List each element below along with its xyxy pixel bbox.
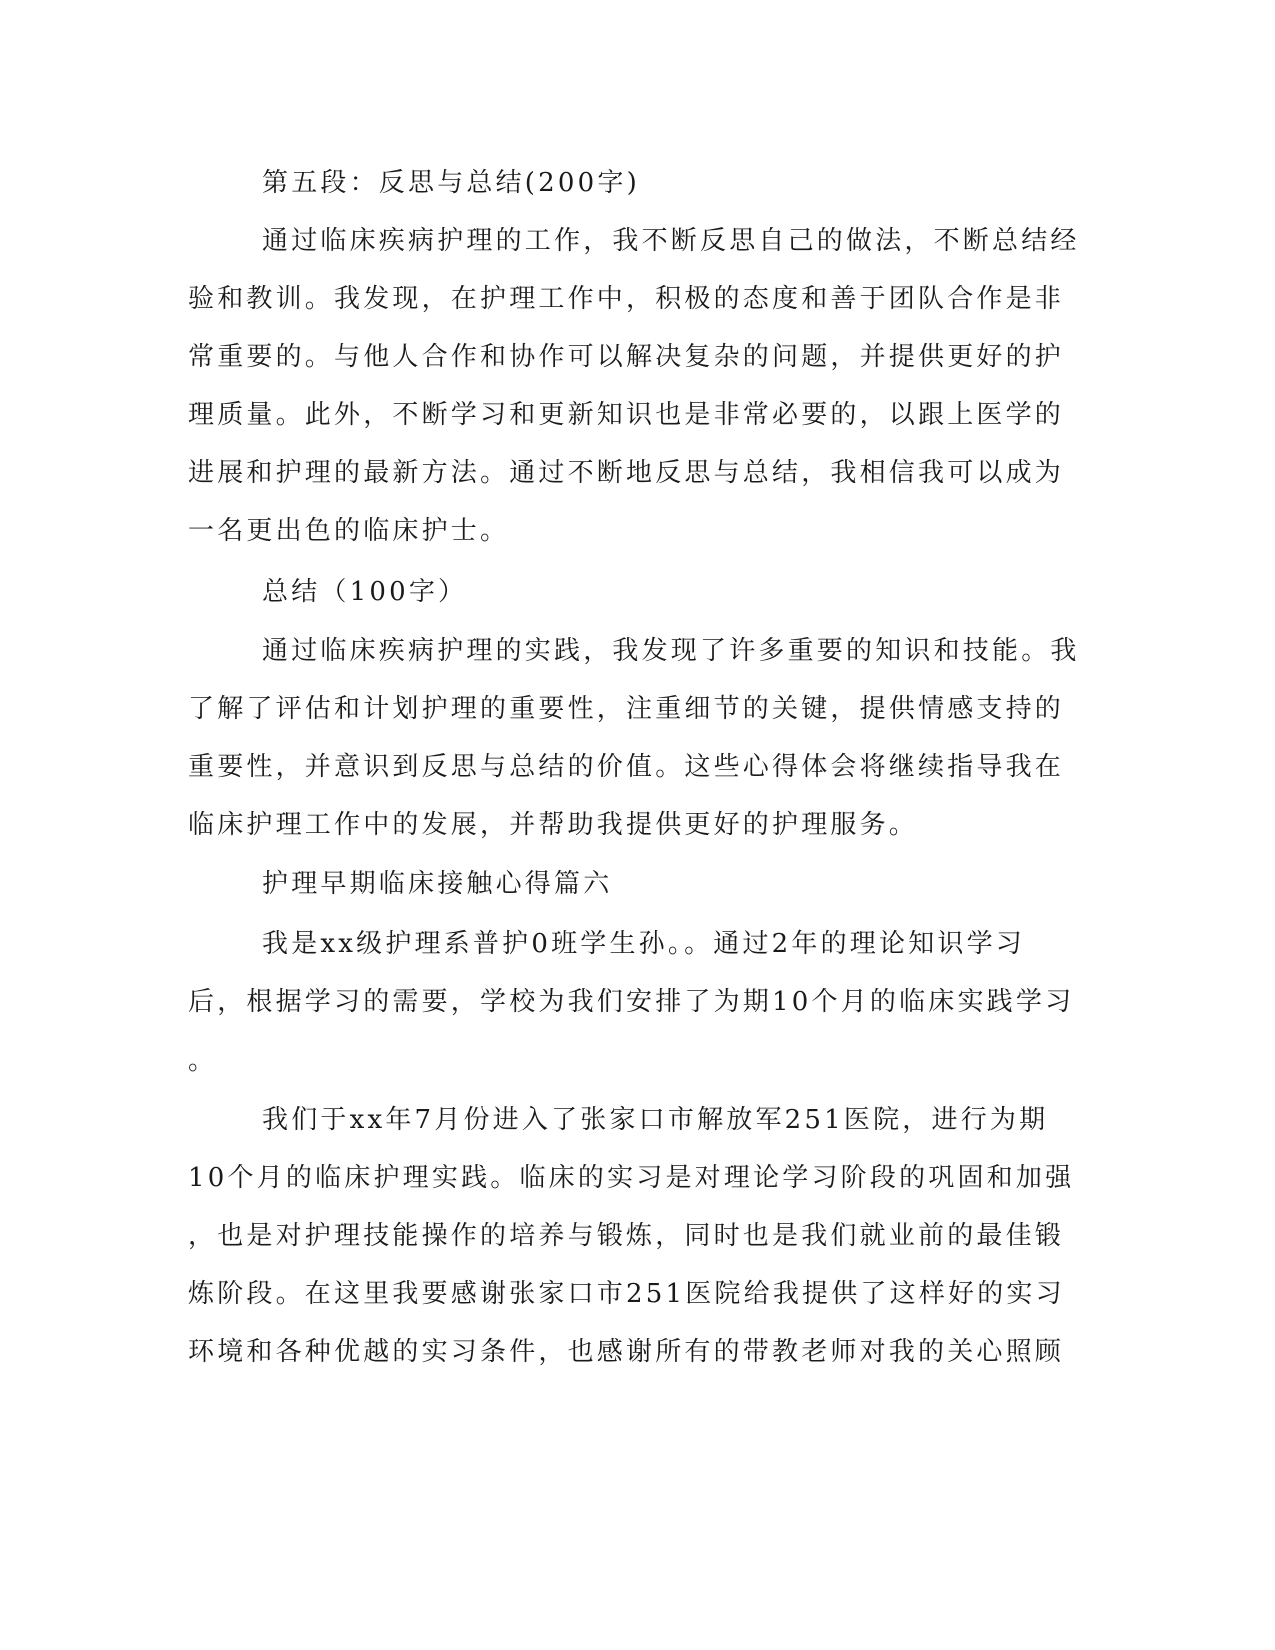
paragraph-line: 环境和各种优越的实习条件，也感谢所有的带教老师对我的关心照顾 <box>188 1337 1065 1367</box>
paragraph-line: 10个月的临床护理实践。临床的实习是对理论学习阶段的巩固和加强 <box>188 1163 1075 1193</box>
paragraph-line: 一名更出色的临床护士。 <box>188 516 510 546</box>
section-heading-summary: 总结（100字） <box>262 577 468 607</box>
paragraph-line: 理质量。此外，不断学习和更新知识也是非常必要的，以跟上医学的 <box>188 400 1065 430</box>
paragraph-line: 我是xx级护理系普护0班学生孙。。通过2年的理论知识学习 <box>262 929 1026 959</box>
paragraph-line: ，也是对护理技能操作的培养与锻炼，同时也是我们就业前的最佳锻 <box>188 1221 1065 1251</box>
section-heading-reflection: 第五段：反思与总结(200字) <box>262 168 640 198</box>
paragraph-line: 临床护理工作中的发展，并帮助我提供更好的护理服务。 <box>188 810 919 840</box>
paragraph-line: 通过临床疾病护理的实践，我发现了许多重要的知识和技能。我 <box>262 636 1080 666</box>
paragraph-line: 炼阶段。在这里我要感谢张家口市251医院给我提供了这样好的实习 <box>188 1279 1065 1309</box>
paragraph-line: 了解了评估和计划护理的重要性，注重细节的关键，提供情感支持的 <box>188 694 1065 724</box>
paragraph-line: 常重要的。与他人合作和协作可以解决复杂的问题，并提供更好的护 <box>188 342 1065 372</box>
paragraph-line: 验和教训。我发现，在护理工作中，积极的态度和善于团队合作是非 <box>188 284 1065 314</box>
paragraph-line: 通过临床疾病护理的工作，我不断反思自己的做法，不断总结经 <box>262 226 1080 256</box>
section-heading-article-six: 护理早期临床接触心得篇六 <box>262 869 613 899</box>
paragraph-line: 重要性，并意识到反思与总结的价值。这些心得体会将继续指导我在 <box>188 752 1065 782</box>
paragraph-line: 。 <box>188 1046 218 1076</box>
paragraph-line: 我们于xx年7月份进入了张家口市解放军251医院，进行为期 <box>262 1105 1049 1135</box>
paragraph-line: 后，根据学习的需要，学校为我们安排了为期10个月的临床实践学习 <box>188 987 1075 1017</box>
paragraph-line: 进展和护理的最新方法。通过不断地反思与总结，我相信我可以成为 <box>188 458 1065 488</box>
